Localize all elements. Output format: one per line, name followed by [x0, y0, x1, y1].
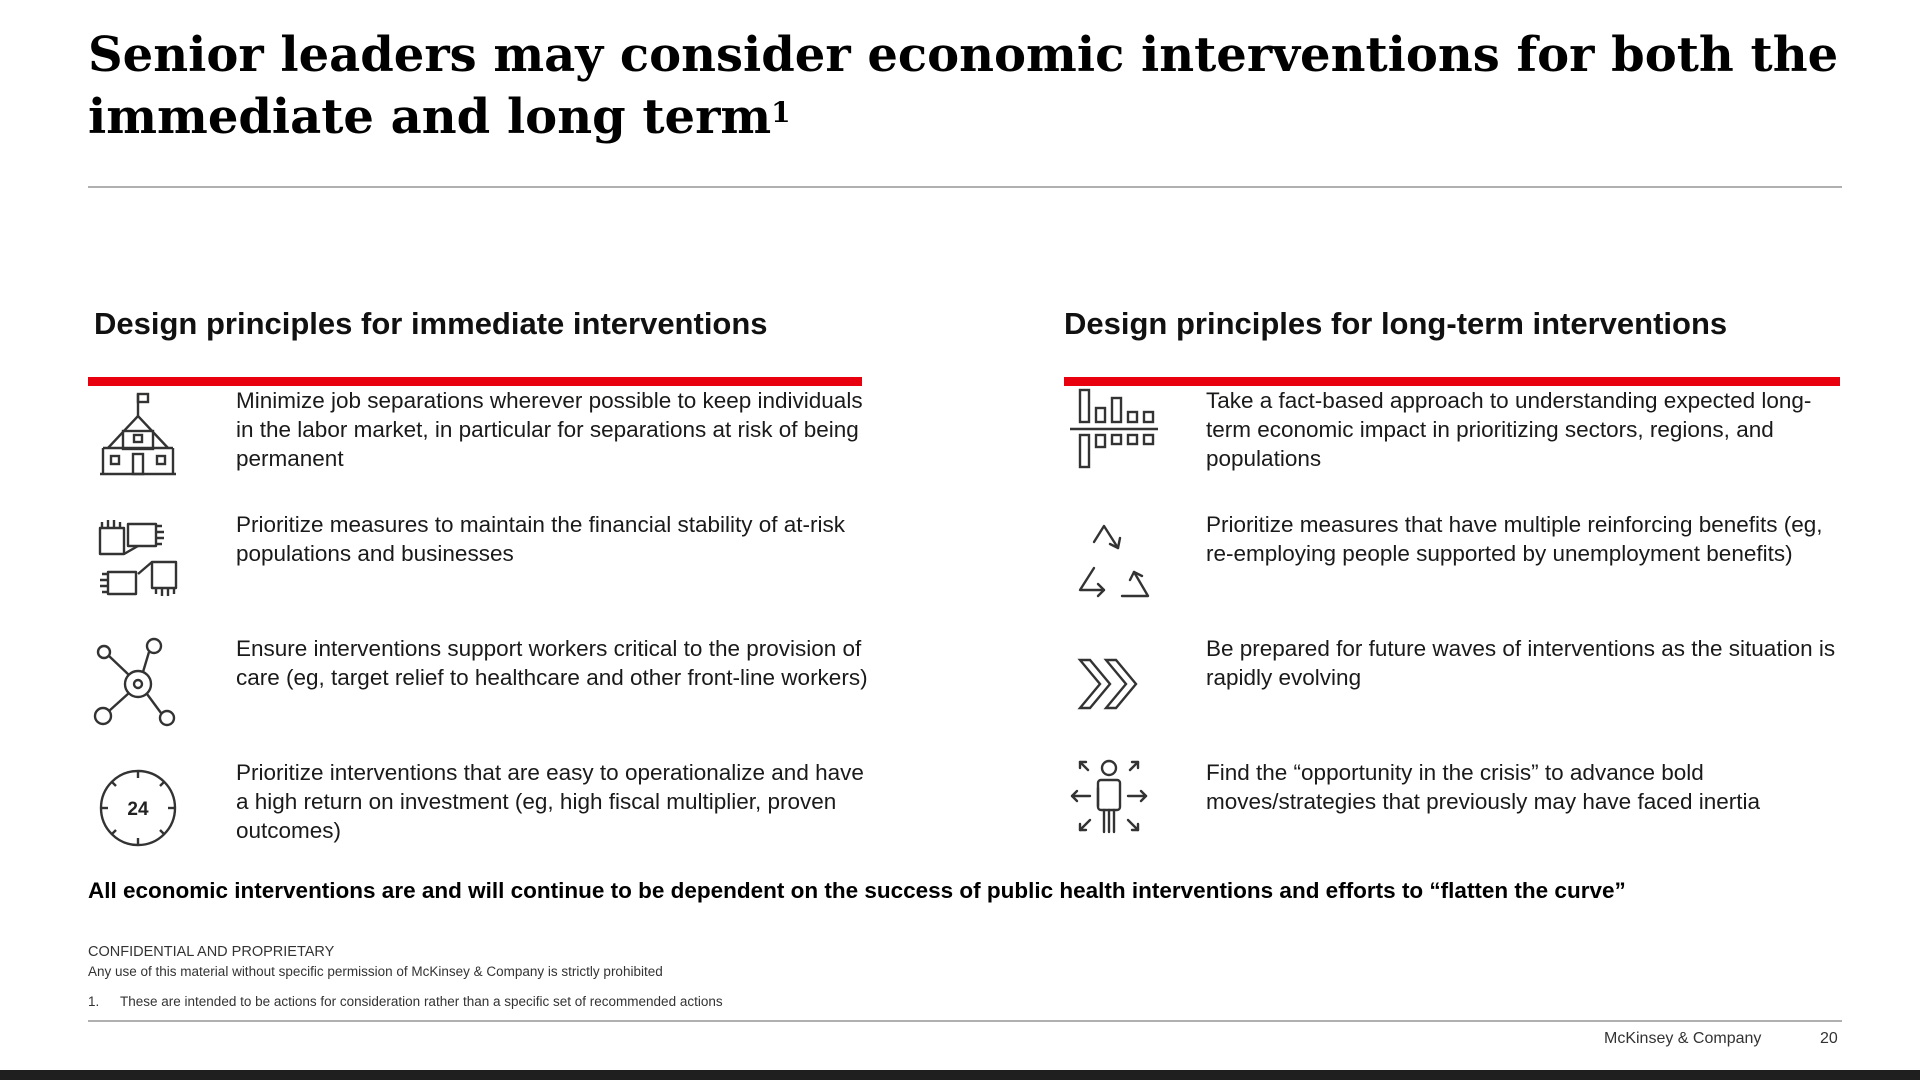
confidential-title: CONFIDENTIAL AND PROPRIETARY	[88, 944, 335, 960]
left-item-4	[88, 758, 878, 858]
clock-24-icon	[88, 758, 188, 858]
left-item-1	[88, 386, 878, 486]
right-item-2	[1064, 510, 1854, 610]
right-item-1-text: Take a fact-based approach to understanding expected long-term economic impact in prioritizing sectors, regions, and populations	[1206, 388, 1812, 471]
title-footnote-marker: 1	[771, 96, 791, 129]
left-item-1-text: Minimize job separations wherever possible to keep individuals in the labor market, in particular for separations at risk of being permanent	[236, 388, 863, 471]
left-item-4-text: Prioritize interventions that are easy to operationalize and have a high return on investment (eg, high fiscal multiplier, proven outcomes)	[236, 760, 864, 843]
right-item-2-text: Prioritize measures that have multiple reinforcing benefits (eg, re-employing people supported by unemployment benefits)	[1206, 512, 1823, 566]
slide-title	[88, 24, 1848, 148]
double-chevron-right-icon	[1064, 634, 1164, 734]
right-column-heading: Design principles for long-term interventions	[1064, 306, 1728, 341]
footnote	[88, 994, 723, 1009]
schoolhouse-icon	[88, 386, 188, 486]
person-arrows-icon	[1064, 758, 1164, 858]
clock-24-label: 24	[127, 799, 149, 820]
footnote-number: 1.	[88, 994, 100, 1009]
left-column-heading: Design principles for immediate interventions	[94, 306, 768, 341]
confidential-subtitle: Any use of this material without specific permission of McKinsey & Company is strictly prohibited	[88, 964, 663, 979]
right-red-rule	[1064, 377, 1840, 386]
right-item-4	[1064, 758, 1854, 858]
right-item-4-text: Find the “opportunity in the crisis” to advance bold moves/strategies that previously may have faced inertia	[1206, 760, 1761, 814]
left-item-3	[88, 634, 878, 734]
right-item-1	[1064, 386, 1854, 486]
right-item-3	[1064, 634, 1854, 734]
bar-chart-icon	[1064, 386, 1164, 486]
slide-title-text: Senior leaders may consider economic interventions for both the immediate and long term	[88, 27, 1839, 145]
bottom-note: All economic interventions are and will continue to be dependent on the success of public health interventions and efforts to “flatten the curve”	[88, 878, 1626, 903]
left-item-2-text: Prioritize measures to maintain the financial stability of at-risk populations and businesses	[236, 512, 845, 566]
interlocking-hands-icon	[88, 510, 188, 610]
footnote-text: These are intended to be actions for consideration rather than a specific set of recommended actions	[120, 994, 723, 1009]
bottom-bar	[0, 1070, 1920, 1080]
page-number: 20	[1820, 1030, 1838, 1047]
footer-divider	[88, 1020, 1842, 1022]
left-red-rule	[88, 377, 862, 386]
left-item-2	[88, 510, 878, 610]
title-divider	[88, 186, 1842, 188]
right-item-3-text: Be prepared for future waves of interventions as the situation is rapidly evolving	[1206, 636, 1836, 690]
recycle-arrows-icon	[1064, 510, 1164, 610]
network-hub-icon	[88, 634, 188, 734]
footer-brand: McKinsey & Company	[1604, 1030, 1762, 1047]
left-item-3-text: Ensure interventions support workers critical to the provision of care (eg, target relief to healthcare and other front-line workers)	[236, 636, 868, 690]
